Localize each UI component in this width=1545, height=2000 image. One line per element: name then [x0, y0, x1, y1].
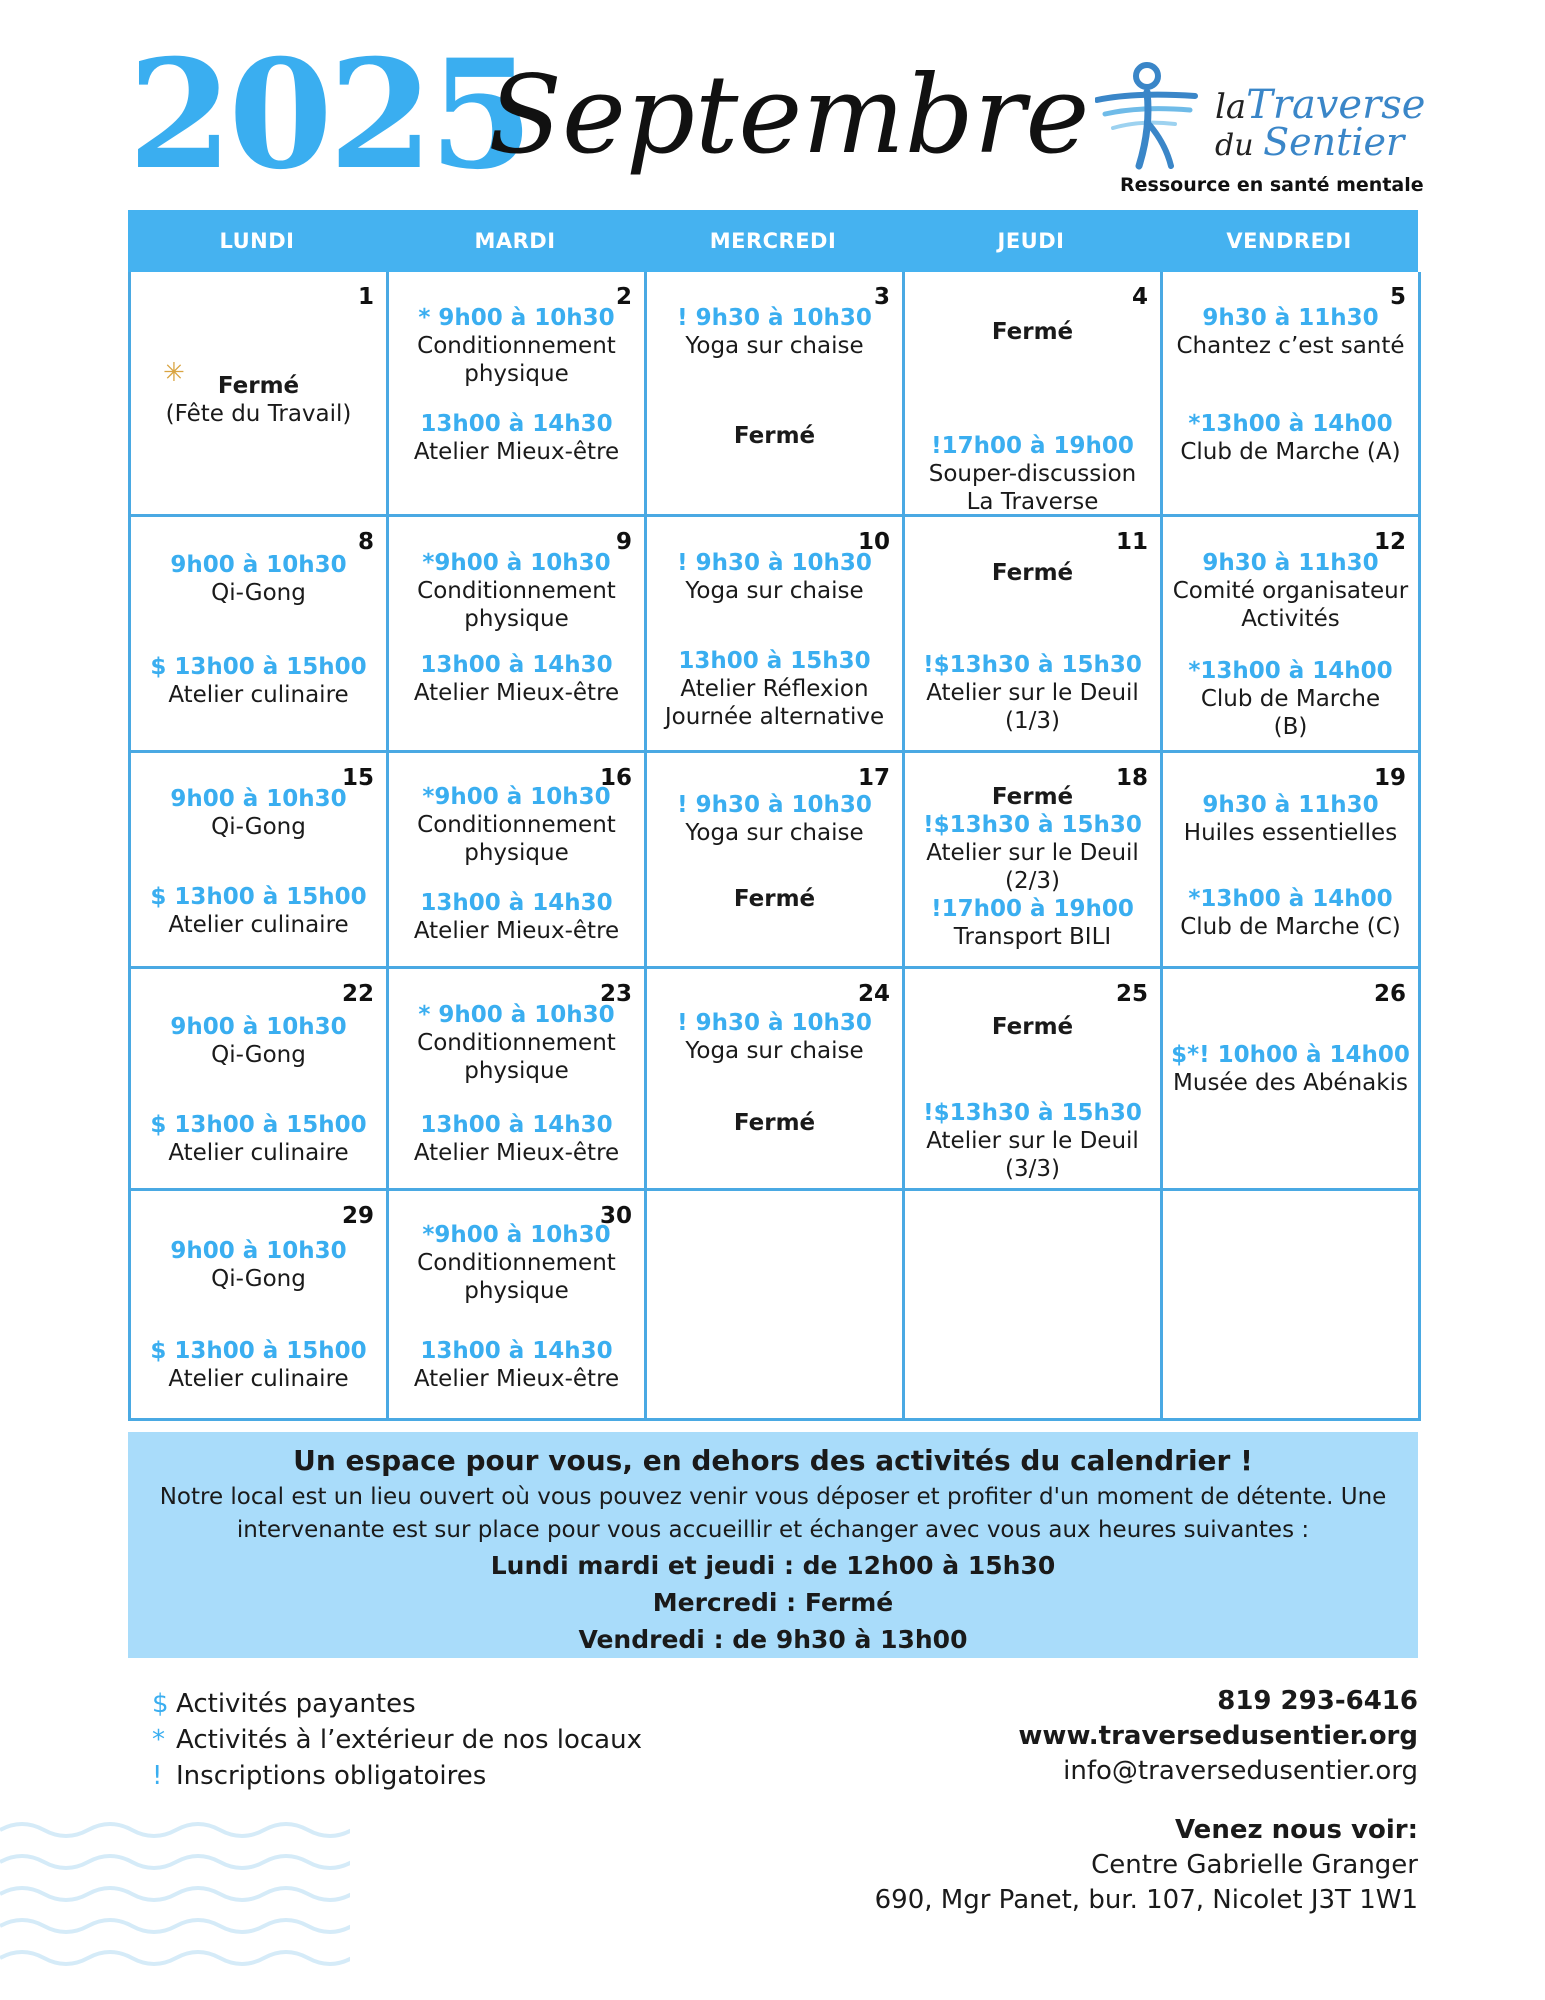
banner-hours-3: Vendredi : de 9h30 à 13h00	[578, 1625, 968, 1654]
event-label: physique	[464, 1058, 569, 1084]
event-label: Yoga sur chaise	[685, 820, 864, 846]
day-cell	[647, 969, 905, 1191]
visit-title: Venez nous voir:	[1174, 1815, 1418, 1845]
day-number: 4	[1131, 284, 1148, 310]
day-cell	[647, 517, 905, 753]
legend	[152, 1686, 642, 1794]
event-label: Transport BILI	[953, 924, 1112, 950]
event-label: Fermé	[991, 319, 1074, 345]
day-number: 5	[1389, 284, 1406, 310]
banner-text: Notre local est un lieu ouvert où vous pouvez venir vous déposer et profiter d'un moment de détente. Une intervenante est sur place pour vous accueillir et échanger avec vous aux heures suivantes :	[159, 1484, 1387, 1543]
event-label: La Traverse	[966, 489, 1099, 515]
day-cell	[647, 753, 905, 969]
day-cell	[131, 753, 389, 969]
event-label: Souper-discussion	[928, 461, 1137, 487]
day-number: 26	[1373, 981, 1406, 1007]
day-cell	[131, 969, 389, 1191]
legend-item-paid: $ Activités payantes	[152, 1686, 642, 1722]
phone-number: 819 293-6416	[1217, 1686, 1418, 1716]
event-time: *9h00 à 10h30	[422, 1222, 611, 1248]
weekday-wednesday: MERCREDI	[709, 229, 837, 253]
event-time: * 9h00 à 10h30	[418, 1002, 615, 1028]
legend-item-outdoor: * Activités à l’extérieur de nos locaux	[152, 1722, 642, 1758]
event-time: * 9h00 à 10h30	[418, 305, 615, 331]
weekday-friday: VENDREDI	[1226, 229, 1352, 253]
event-time: $ 13h00 à 15h00	[150, 884, 367, 910]
day-cell	[389, 272, 647, 517]
day-cell	[1163, 1191, 1421, 1421]
event-label: Qi-Gong	[211, 580, 306, 606]
info-banner	[128, 1432, 1418, 1658]
sparkle-icon: ✳	[163, 358, 185, 388]
event-label: (Fête du Travail)	[165, 401, 352, 427]
event-label: (B)	[1273, 714, 1308, 740]
event-time: !$13h30 à 15h30	[923, 1100, 1142, 1126]
event-label: Conditionnement	[417, 812, 616, 838]
day-cell	[647, 272, 905, 517]
calendar-month: Septembre	[488, 53, 1090, 178]
event-label: Huiles essentielles	[1183, 820, 1398, 846]
day-number: 18	[1115, 765, 1148, 791]
event-label: Fermé	[733, 886, 816, 912]
event-label: Club de Marche (C)	[1180, 914, 1401, 940]
exclamation-icon: !	[152, 1761, 163, 1791]
day-number: 30	[599, 1203, 632, 1229]
event-label: Atelier culinaire	[168, 1140, 349, 1166]
calendar-grid	[128, 272, 1418, 1421]
event-label: physique	[464, 840, 569, 866]
event-label: Atelier culinaire	[168, 912, 349, 938]
event-label: Atelier Mieux-être	[413, 680, 620, 706]
day-number: 11	[1115, 529, 1148, 555]
dollar-icon: $	[152, 1689, 169, 1719]
day-cell	[389, 1191, 647, 1421]
event-label: physique	[464, 361, 569, 387]
address: 690, Mgr Panet, bur. 107, Nicolet J3T 1W1	[874, 1885, 1418, 1915]
weekday-header	[128, 210, 1418, 272]
day-number: 22	[341, 981, 374, 1007]
event-time: $ 13h00 à 15h00	[150, 1338, 367, 1364]
event-label: Atelier culinaire	[168, 1366, 349, 1392]
day-cell	[905, 753, 1163, 969]
event-label: Conditionnement	[417, 1030, 616, 1056]
organization-logo	[1095, 62, 1426, 192]
event-time: 13h00 à 14h30	[420, 890, 613, 916]
event-label: Conditionnement	[417, 578, 616, 604]
event-label: (1/3)	[1005, 708, 1060, 734]
contact-info	[875, 1684, 1418, 1918]
event-time: ! 9h30 à 10h30	[677, 792, 872, 818]
event-time: *9h00 à 10h30	[422, 784, 611, 810]
day-number: 15	[341, 765, 374, 791]
waves-decoration-icon	[0, 1820, 350, 1990]
day-cell	[131, 517, 389, 753]
event-label: Yoga sur chaise	[685, 578, 864, 604]
day-cell	[1163, 517, 1421, 753]
day-number: 2	[615, 284, 632, 310]
event-time: *13h00 à 14h00	[1188, 886, 1393, 912]
day-cell	[905, 1191, 1163, 1421]
event-label: Atelier sur le Deuil	[926, 1128, 1139, 1154]
event-time: 13h00 à 14h30	[420, 1112, 613, 1138]
event-label: Atelier culinaire	[168, 682, 349, 708]
event-time: 13h00 à 15h30	[678, 648, 871, 674]
event-label: Yoga sur chaise	[685, 333, 864, 359]
event-label: Conditionnement	[417, 1250, 616, 1276]
day-number: 16	[599, 765, 632, 791]
event-label: Qi-Gong	[211, 814, 306, 840]
event-time: $ 13h00 à 15h00	[150, 654, 367, 680]
day-number: 8	[357, 529, 374, 555]
event-label: Club de Marche	[1200, 686, 1381, 712]
day-number: 25	[1115, 981, 1148, 1007]
tagline: Ressource en santé mentale	[1120, 174, 1424, 196]
event-label: Atelier Mieux-être	[413, 439, 620, 465]
event-label: Fermé	[991, 784, 1074, 810]
event-label: physique	[464, 1278, 569, 1304]
event-label: (3/3)	[1005, 1156, 1060, 1182]
event-label: Atelier Réflexion	[680, 676, 869, 702]
event-label: Fermé	[991, 1014, 1074, 1040]
event-time: !$13h30 à 15h30	[923, 652, 1142, 678]
day-number: 12	[1373, 529, 1406, 555]
event-label: Musée des Abénakis	[1173, 1070, 1408, 1096]
calendar-year: 2025	[128, 27, 530, 203]
event-time: $*! 10h00 à 14h00	[1171, 1042, 1410, 1068]
event-time: 9h00 à 10h30	[170, 1014, 347, 1040]
day-cell	[389, 517, 647, 753]
event-time: !$13h30 à 15h30	[923, 812, 1142, 838]
day-cell	[905, 969, 1163, 1191]
website-link[interactable]: www.traversedusentier.org	[1018, 1721, 1418, 1751]
day-cell	[389, 753, 647, 969]
person-figure-icon	[1095, 62, 1205, 172]
day-number: 9	[615, 529, 632, 555]
day-cell	[1163, 969, 1421, 1191]
email-link[interactable]: info@traversedusentier.org	[1063, 1756, 1418, 1786]
event-label: (2/3)	[1005, 868, 1060, 894]
weekday-thursday: JEUDI	[997, 229, 1065, 253]
event-label: physique	[464, 606, 569, 632]
event-label: Journée alternative	[664, 704, 885, 730]
day-number: 23	[599, 981, 632, 1007]
logo-wordmark-line2: du Sentier	[1215, 120, 1405, 164]
event-label: Atelier Mieux-être	[413, 1140, 620, 1166]
banner-hours-2: Mercredi : Fermé	[652, 1588, 894, 1617]
event-time: 9h30 à 11h30	[1202, 550, 1379, 576]
event-time: ! 9h30 à 10h30	[677, 305, 872, 331]
event-time: 13h00 à 14h30	[420, 1338, 613, 1364]
event-time: !17h00 à 19h00	[931, 433, 1134, 459]
event-time: ! 9h30 à 10h30	[677, 1010, 872, 1036]
banner-hours-1: Lundi mardi et jeudi : de 12h00 à 15h30	[490, 1551, 1056, 1580]
event-label: Club de Marche (A)	[1180, 439, 1401, 465]
event-time: *13h00 à 14h00	[1188, 411, 1393, 437]
legend-item-registration: ! Inscriptions obligatoires	[152, 1758, 642, 1794]
day-number: 17	[857, 765, 890, 791]
asterisk-icon: *	[152, 1725, 165, 1755]
event-time: 9h30 à 11h30	[1202, 305, 1379, 331]
event-label: Activités	[1241, 606, 1340, 632]
event-time: 13h00 à 14h30	[420, 411, 613, 437]
event-label: Qi-Gong	[211, 1042, 306, 1068]
day-number: 1	[357, 284, 374, 310]
event-time: 13h00 à 14h30	[420, 652, 613, 678]
center-name: Centre Gabrielle Granger	[1091, 1850, 1418, 1880]
day-cell	[389, 969, 647, 1191]
event-label: Comité organisateur	[1172, 578, 1409, 604]
day-number: 24	[857, 981, 890, 1007]
event-time: 9h00 à 10h30	[170, 1238, 347, 1264]
day-cell	[647, 1191, 905, 1421]
event-label: Fermé	[991, 560, 1074, 586]
event-label: Fermé	[733, 1110, 816, 1136]
event-time: ! 9h30 à 10h30	[677, 550, 872, 576]
weekday-monday: LUNDI	[219, 229, 295, 253]
event-label: Qi-Gong	[211, 1266, 306, 1292]
event-label: Atelier sur le Deuil	[926, 680, 1139, 706]
event-time: $ 13h00 à 15h00	[150, 1112, 367, 1138]
event-label: Atelier sur le Deuil	[926, 840, 1139, 866]
event-label: Atelier Mieux-être	[413, 918, 620, 944]
day-cell	[905, 517, 1163, 753]
day-number: 29	[341, 1203, 374, 1229]
event-time: *9h00 à 10h30	[422, 550, 611, 576]
day-number: 10	[857, 529, 890, 555]
day-cell	[905, 272, 1163, 517]
event-label: Chantez c’est santé	[1176, 333, 1405, 359]
day-number: 19	[1373, 765, 1406, 791]
event-time: *13h00 à 14h00	[1188, 658, 1393, 684]
calendar	[128, 210, 1418, 1421]
day-cell	[131, 1191, 389, 1421]
day-cell	[1163, 272, 1421, 517]
event-label: Fermé	[733, 423, 816, 449]
day-number: 3	[873, 284, 890, 310]
event-time: !17h00 à 19h00	[931, 896, 1134, 922]
event-label: Conditionnement	[417, 333, 616, 359]
event-label: Yoga sur chaise	[685, 1038, 864, 1064]
logo-wordmark-line1: laTraverse	[1215, 82, 1426, 128]
banner-title: Un espace pour vous, en dehors des activités du calendrier !	[293, 1444, 1253, 1477]
weekday-tuesday: MARDI	[474, 229, 556, 253]
day-cell	[131, 272, 389, 517]
event-time: 9h00 à 10h30	[170, 552, 347, 578]
event-label: Fermé	[217, 373, 300, 399]
day-cell	[1163, 753, 1421, 969]
event-label: Atelier Mieux-être	[413, 1366, 620, 1392]
event-time: 9h00 à 10h30	[170, 786, 347, 812]
event-time: 9h30 à 11h30	[1202, 792, 1379, 818]
